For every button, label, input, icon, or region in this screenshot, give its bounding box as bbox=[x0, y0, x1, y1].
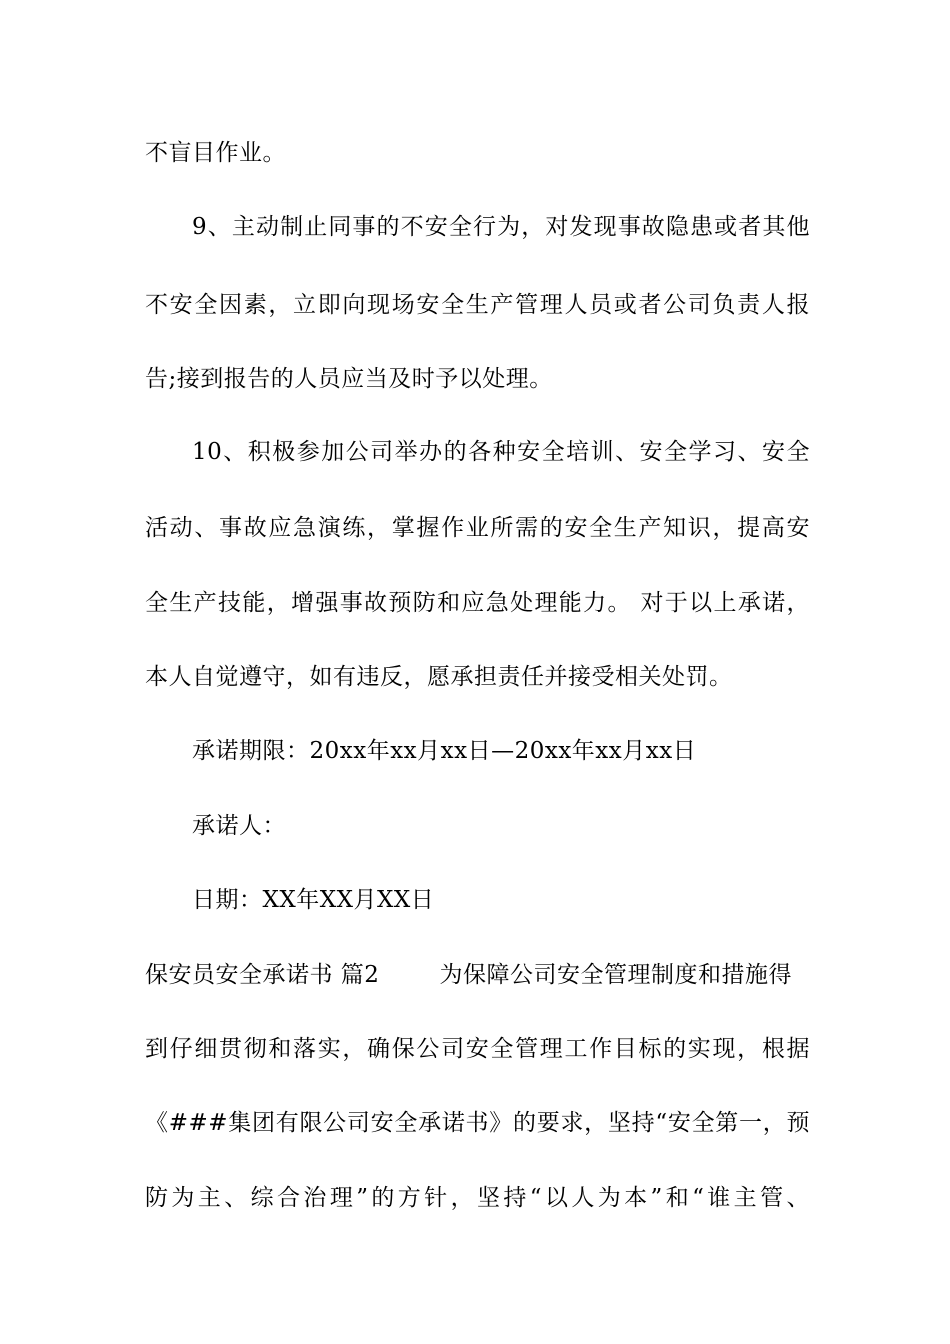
paragraph-line: 全生产技能，增强事故预防和应急处理能力。 对于以上承诺， bbox=[145, 590, 810, 616]
commitment-signer: 承诺人： bbox=[192, 813, 286, 839]
paragraph-line: 告;接到报告的人员应当及时予以处理。 bbox=[145, 366, 553, 392]
commitment-period: 承诺期限：20xx年xx月xx日—20xx年xx月xx日 bbox=[192, 738, 697, 764]
paragraph-line: 不安全因素，立即向现场安全生产管理人员或者公司负责人报 bbox=[145, 292, 810, 318]
section-heading: 保安员安全承诺书 篇2 bbox=[145, 962, 380, 988]
paragraph-line: 活动、事故应急演练，掌握作业所需的安全生产知识，提高安 bbox=[145, 515, 810, 541]
commitment-date: 日期：XX年XX月XX日 bbox=[192, 887, 435, 913]
paragraph-line: 到仔细贯彻和落实，确保公司安全管理工作目标的实现，根据 bbox=[145, 1036, 810, 1062]
paragraph-line: 防为主、综合治理”的方针，坚持“以人为本”和“谁主管、 bbox=[145, 1185, 810, 1211]
section-heading-line bbox=[145, 960, 810, 990]
paragraph-line: 9、主动制止同事的不安全行为，对发现事故隐患或者其他 bbox=[192, 214, 810, 240]
paragraph-line: 本人自觉遵守，如有违反，愿承担责任并接受相关处罚。 bbox=[145, 664, 733, 690]
paragraph-start: 为保障公司安全管理制度和措施得 bbox=[439, 962, 792, 988]
paragraph-line: 《###集团有限公司安全承诺书》的要求，坚持“安全第一，预 bbox=[145, 1110, 810, 1136]
paragraph-line: 10、积极参加公司举办的各种安全培训、安全学习、安全 bbox=[192, 439, 810, 465]
paragraph-line: 不盲目作业。 bbox=[145, 140, 286, 166]
